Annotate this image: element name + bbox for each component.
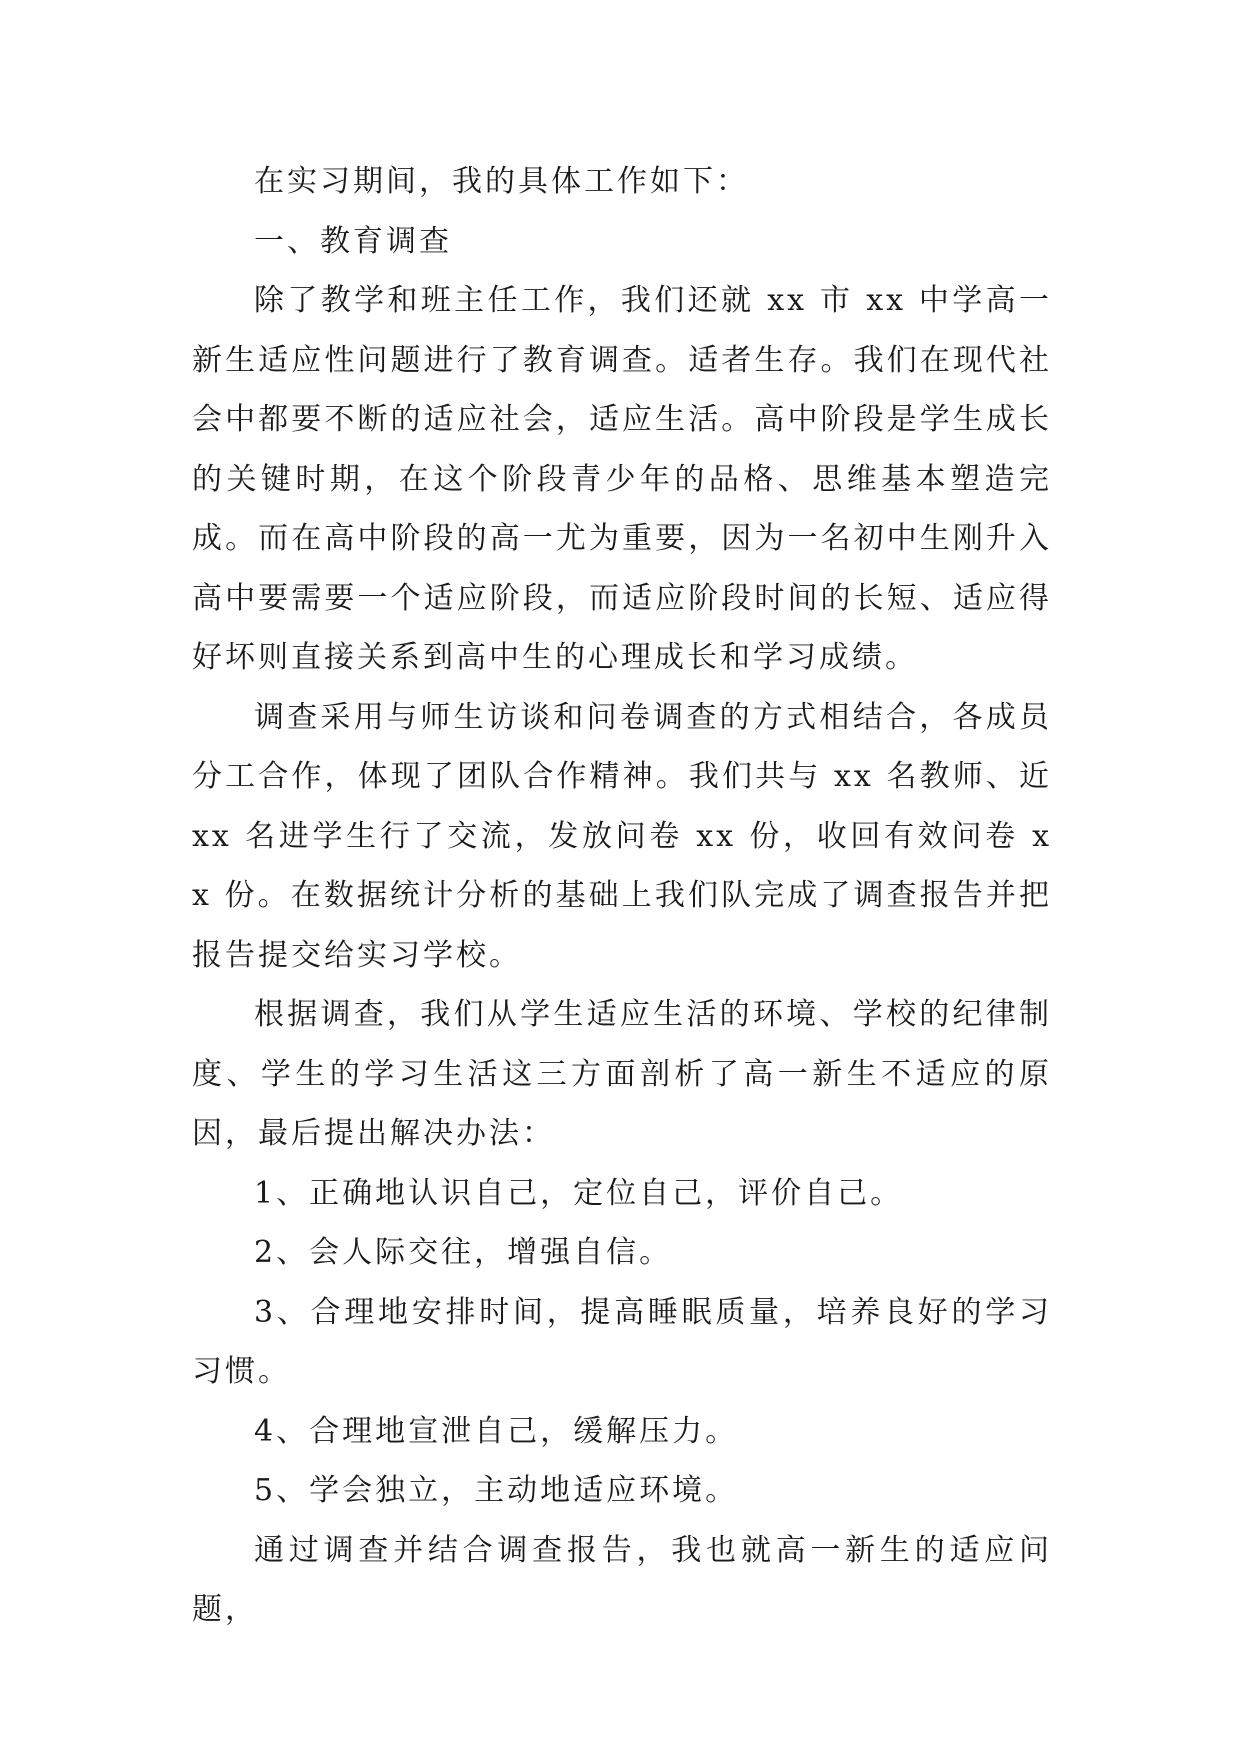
paragraph-survey-findings: 根据调查，我们从学生适应生活的环境、学校的纪律制度、学生的学习生活这三方面剖析了高一新生不适应的原因，最后提出解决办法： <box>192 997 1052 1151</box>
list-item-solution-4: 4、合理地宣泄自己，缓解压力。 <box>254 1413 739 1449</box>
paragraph-survey-method: 调查采用与师生访谈和问卷调查的方式相结合，各成员分工合作，体现了团队合作精神。我们共与 xx 名教师、近 xx 名进学生行了交流，发放问卷 xx 份，收回有效问卷 xx 份。在数据统计分析的基础上我们队完成了调查报告并把报告提交给实习学校。 <box>192 699 1052 973</box>
list-item-solution-1: 1、正确地认识自己，定位自己，评价自己。 <box>254 1175 904 1211</box>
section-heading-education-survey: 一、教育调查 <box>254 223 452 259</box>
list-item-solution-3: 3、合理地安排时间，提高睡眠质量，培养良好的学习习惯。 <box>192 1294 1052 1389</box>
paragraph-conclusion: 通过调查并结合调查报告，我也就高一新生的适应问题， <box>192 1532 1052 1627</box>
paragraph-survey-background: 除了教学和班主任工作，我们还就 xx 市 xx 中学高一新生适应性问题进行了教育调查。适者生存。我们在现代社会中都要不断的适应社会，适应生活。高中阶段是学生成长的关键时期，在这个阶段青少年的品格、思维基本塑造完成。而在高中阶段的高一尤为重要，因为一名初中生刚升入高中要需要一个适应阶段，而适应阶段时间的长短、适应得好坏则直接关系到高中生的心理成长和学习成绩。 <box>192 283 1052 675</box>
paragraph-intro: 在实习期间，我的具体工作如下： <box>254 164 749 199</box>
list-item-solution-2: 2、会人际交往，增强自信。 <box>254 1235 673 1270</box>
document-body <box>192 152 1052 1640</box>
list-item-solution-5: 5、学会独立，主动地适应环境。 <box>254 1473 739 1508</box>
